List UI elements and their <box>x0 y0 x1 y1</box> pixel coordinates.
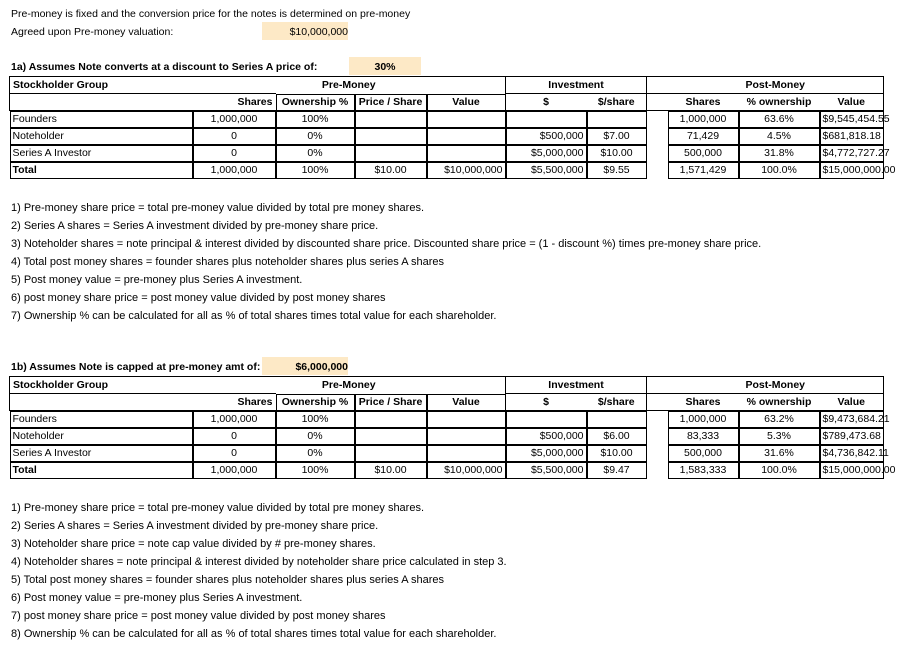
note-line: 5) Total post money shares = founder shares plus noteholder shares plus series A shares <box>11 574 445 586</box>
cell-post-value[interactable]: $9,473,684.21 <box>820 411 884 428</box>
cell-group[interactable]: Founders <box>10 411 193 428</box>
cell-value[interactable] <box>427 111 506 128</box>
cell-per-share[interactable]: $9.55 <box>587 162 647 179</box>
cell-post-shares[interactable]: 500,000 <box>668 145 739 162</box>
header-investment: Investment <box>506 77 647 94</box>
note-line: 7) post money share price = post money value divided by post money shares <box>11 610 386 622</box>
cell-price[interactable] <box>355 111 427 128</box>
cell-post-shares[interactable]: 1,000,000 <box>668 411 739 428</box>
cell-investment[interactable]: $5,000,000 <box>506 445 587 462</box>
cell-investment[interactable]: $5,000,000 <box>506 145 587 162</box>
cell-value[interactable]: $10,000,000 <box>427 162 506 179</box>
header-post-value: Value <box>820 94 884 111</box>
cell-group[interactable]: Noteholder <box>10 128 193 145</box>
cell-shares[interactable]: 0 <box>193 128 276 145</box>
table-row <box>10 411 884 428</box>
cell-ownership[interactable]: 0% <box>276 445 355 462</box>
cell-investment[interactable]: $500,000 <box>506 428 587 445</box>
cell-post-ownership[interactable]: 63.6% <box>739 111 820 128</box>
cell-post-ownership[interactable]: 63.2% <box>739 411 820 428</box>
cell-value[interactable] <box>427 428 506 445</box>
table-a <box>9 76 896 179</box>
header-price-share: Price / Share <box>355 94 427 111</box>
cell-ownership[interactable]: 0% <box>276 145 355 162</box>
header-post-ownership: % ownership <box>739 94 820 111</box>
header-ownership: Ownership % <box>276 94 355 111</box>
note-line: 3) Noteholder shares = note principal & interest divided by discounted share price. Discounted share price = (1 - discount %) times pre-money share price. <box>11 238 762 250</box>
cell-value[interactable] <box>427 445 506 462</box>
cell-shares[interactable]: 0 <box>193 445 276 462</box>
cell-shares[interactable]: 1,000,000 <box>193 411 276 428</box>
table-row <box>10 145 884 162</box>
cell-post-shares[interactable]: 1,583,333 <box>668 462 739 479</box>
table-row <box>10 128 884 145</box>
cell-ownership[interactable]: 100% <box>276 462 355 479</box>
cell-price[interactable] <box>355 411 427 428</box>
table-row <box>10 111 884 128</box>
cell-price[interactable]: $10.00 <box>355 162 427 179</box>
cell-price[interactable] <box>355 145 427 162</box>
table-b-title: 1b) Assumes Note is capped at pre-money amt of: <box>11 361 261 373</box>
cell-value[interactable] <box>427 145 506 162</box>
header-price-share: Price / Share <box>355 394 427 411</box>
header-post-money: Post-Money <box>668 77 884 94</box>
cell-per-share[interactable] <box>587 411 647 428</box>
cell-per-share[interactable]: $7.00 <box>587 128 647 145</box>
cell-investment[interactable] <box>506 411 587 428</box>
cell-post-shares[interactable]: 83,333 <box>668 428 739 445</box>
table-row-total <box>10 462 884 479</box>
note-line: 6) Post money value = pre-money plus Series A investment. <box>11 592 303 604</box>
cell-value[interactable] <box>427 411 506 428</box>
cell-investment[interactable]: $5,500,000 <box>506 462 587 479</box>
cell-per-share[interactable]: $10.00 <box>587 145 647 162</box>
cell-group[interactable]: Total <box>10 162 193 179</box>
cell-group[interactable]: Noteholder <box>10 428 193 445</box>
cell-shares[interactable]: 0 <box>193 145 276 162</box>
cell-post-ownership[interactable]: 31.8% <box>739 145 820 162</box>
cap-value: $6,000,000 <box>295 361 348 373</box>
header-post-shares: Shares <box>668 94 739 111</box>
table-row-total <box>10 162 884 179</box>
cell-group[interactable]: Founders <box>10 111 193 128</box>
cell-price[interactable] <box>355 128 427 145</box>
cell-ownership[interactable]: 0% <box>276 128 355 145</box>
header-pre-money: Pre-Money <box>193 77 506 94</box>
cell-per-share[interactable] <box>587 111 647 128</box>
table-a-title: 1a) Assumes Note converts at a discount to Series A price of: <box>11 61 318 73</box>
header-value: Value <box>427 94 506 111</box>
note-line: 4) Noteholder shares = note principal & interest divided by noteholder share price calculated in step 3. <box>11 556 507 568</box>
cell-post-value[interactable]: $15,000,000.00 <box>820 162 884 179</box>
note-line: 2) Series A shares = Series A investment divided by pre-money share price. <box>11 220 379 232</box>
header-post-shares: Shares <box>668 394 739 411</box>
header-pre-money: Pre-Money <box>193 377 506 394</box>
cell-ownership[interactable]: 100% <box>276 411 355 428</box>
note-line: 7) Ownership % can be calculated for all as % of total shares times total value for each shareholder. <box>11 310 497 322</box>
valuation-value: $10,000,000 <box>289 26 348 38</box>
note-line: 1) Pre-money share price = total pre-money value divided by total pre money shares. <box>11 502 425 514</box>
cell-ownership[interactable]: 100% <box>276 162 355 179</box>
cell-post-value[interactable]: $4,736,842.11 <box>820 445 884 462</box>
header-post-value: Value <box>820 394 884 411</box>
cell-investment[interactable]: $5,500,000 <box>506 162 587 179</box>
cell-post-value[interactable]: $15,000,000.00 <box>820 462 884 479</box>
note-line: 3) Noteholder share price = note cap value divided by # pre-money shares. <box>11 538 376 550</box>
cell-post-shares[interactable]: 71,429 <box>668 128 739 145</box>
header-per-share: $/share <box>587 394 647 411</box>
cell-shares[interactable]: 1,000,000 <box>193 162 276 179</box>
cell-post-ownership[interactable]: 31.6% <box>739 445 820 462</box>
header-ownership: Ownership % <box>276 394 355 411</box>
cell-post-value[interactable]: $789,473.68 <box>820 428 884 445</box>
cell-group[interactable]: Total <box>10 462 193 479</box>
header-per-share: $/share <box>587 94 647 111</box>
cell-investment[interactable]: $500,000 <box>506 128 587 145</box>
cell-price[interactable] <box>355 428 427 445</box>
header-dollar: $ <box>506 94 587 111</box>
cell-price[interactable]: $10.00 <box>355 462 427 479</box>
note-line: 5) Post money value = pre-money plus Series A investment. <box>11 274 303 286</box>
header-dollar: $ <box>506 394 587 411</box>
cell-per-share[interactable]: $10.00 <box>587 445 647 462</box>
note-line: 8) Ownership % can be calculated for all as % of total shares times total value for each shareholder. <box>11 628 497 640</box>
note-line: 4) Total post money shares = founder shares plus noteholder shares plus series A shares <box>11 256 445 268</box>
cell-post-ownership[interactable]: 100.0% <box>739 462 820 479</box>
cell-ownership[interactable]: 100% <box>276 111 355 128</box>
cell-per-share[interactable]: $9.47 <box>587 462 647 479</box>
cell-post-shares[interactable]: 1,571,429 <box>668 162 739 179</box>
discount-value: 30% <box>374 61 396 73</box>
cell-shares[interactable]: 1,000,000 <box>193 111 276 128</box>
cell-post-ownership[interactable]: 100.0% <box>739 162 820 179</box>
cell-post-shares[interactable]: 1,000,000 <box>668 111 739 128</box>
table-row <box>10 428 884 445</box>
cell-group[interactable]: Series A Investor <box>10 445 193 462</box>
valuation-label: Agreed upon Pre-money valuation: <box>11 26 174 38</box>
header-stockholder-group: Stockholder Group <box>10 377 193 394</box>
header-shares: Shares <box>193 394 276 411</box>
header-shares: Shares <box>193 94 276 111</box>
cell-shares[interactable]: 0 <box>193 428 276 445</box>
cell-post-ownership[interactable]: 4.5% <box>739 128 820 145</box>
cell-investment[interactable] <box>506 111 587 128</box>
table-row <box>10 445 884 462</box>
intro-text: Pre-money is fixed and the conversion price for the notes is determined on pre-money <box>11 8 411 20</box>
note-line: 2) Series A shares = Series A investment divided by pre-money share price. <box>11 520 379 532</box>
cell-price[interactable] <box>355 445 427 462</box>
header-post-ownership: % ownership <box>739 394 820 411</box>
header-investment: Investment <box>506 377 647 394</box>
header-post-money: Post-Money <box>668 377 884 394</box>
cell-post-value[interactable]: $9,545,454.55 <box>820 111 884 128</box>
note-line: 1) Pre-money share price = total pre-money value divided by total pre money shares. <box>11 202 425 214</box>
table-b <box>9 376 896 479</box>
cell-post-ownership[interactable]: 5.3% <box>739 428 820 445</box>
cell-post-value[interactable]: $4,772,727.27 <box>820 145 884 162</box>
cell-post-value[interactable]: $681,818.18 <box>820 128 884 145</box>
cell-ownership[interactable]: 0% <box>276 428 355 445</box>
cell-shares[interactable]: 1,000,000 <box>193 462 276 479</box>
header-value: Value <box>427 394 506 411</box>
cell-group[interactable]: Series A Investor <box>10 145 193 162</box>
note-line: 6) post money share price = post money value divided by post money shares <box>11 292 386 304</box>
cell-value[interactable] <box>427 128 506 145</box>
cell-value[interactable]: $10,000,000 <box>427 462 506 479</box>
cell-post-shares[interactable]: 500,000 <box>668 445 739 462</box>
header-stockholder-group: Stockholder Group <box>10 77 193 94</box>
cell-per-share[interactable]: $6.00 <box>587 428 647 445</box>
